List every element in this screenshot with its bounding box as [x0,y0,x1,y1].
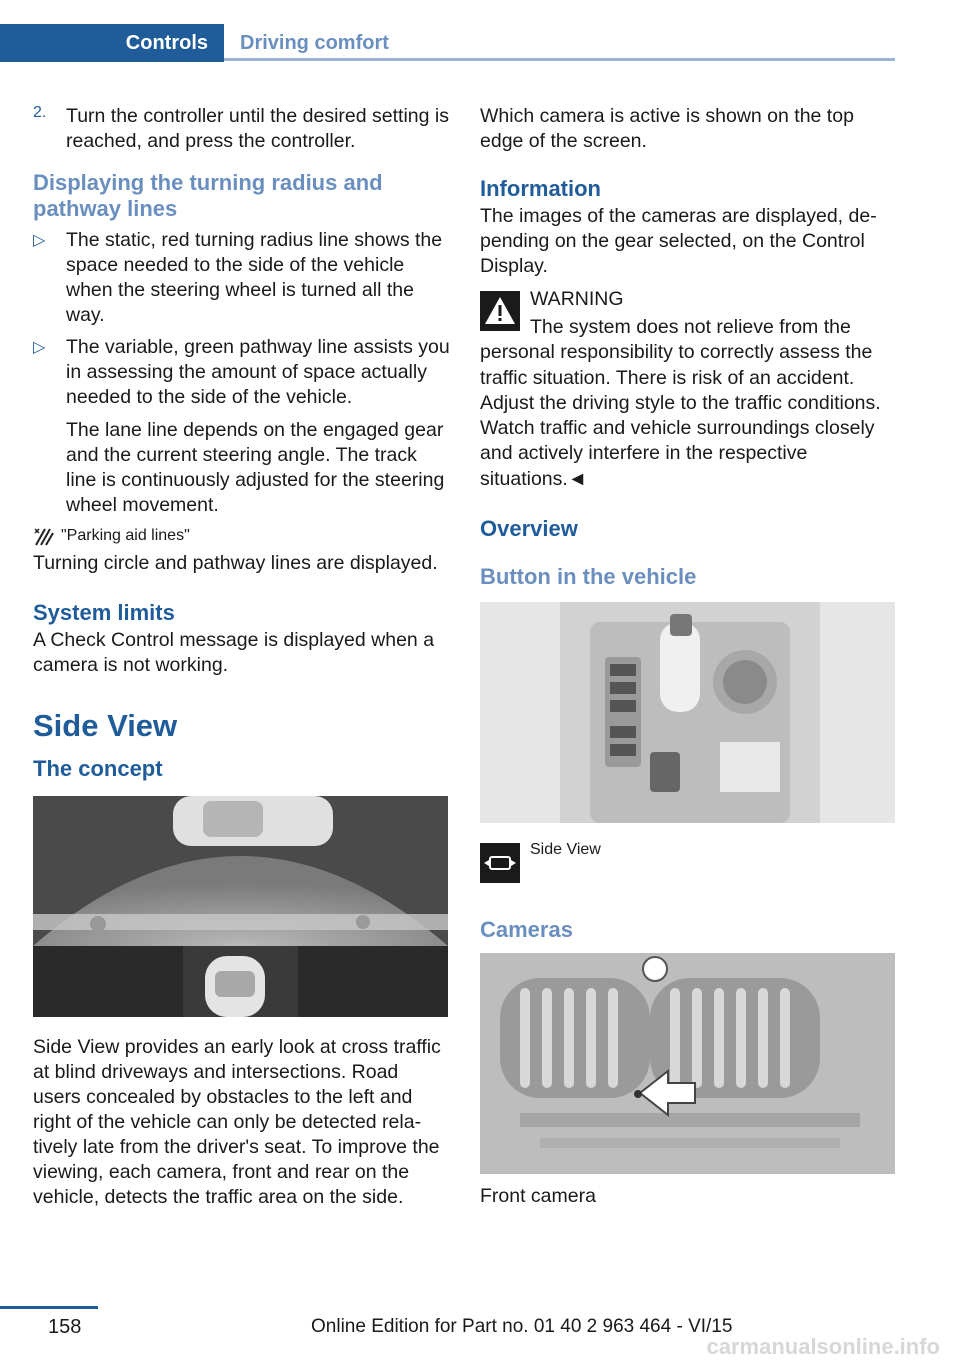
heading-information: Information [480,176,601,201]
parking-aid-label: "Parking aid lines" [61,527,190,544]
heading-concept: The concept [33,756,163,781]
heading-system-limits: System limits [33,600,175,625]
step-2 [33,104,451,154]
side-view-button-row [480,841,895,883]
bullet-text: The static, red turning radius line shows the space needed to the side of the vehicle when the steering wheel is turned all the way. [66,229,443,326]
side-view-button-label: Side View [530,841,601,859]
parking-aid-line [33,525,451,547]
pathway-bullets [33,228,451,518]
heading-overview: Overview [480,516,578,542]
section-tab-driving-comfort[interactable]: Driving comfort [240,32,389,54]
concept-illustration [33,796,448,1017]
bullet-item [33,335,451,518]
center-console-image [480,602,895,823]
bullet-item [33,228,451,328]
side-view-button-icon [480,843,520,883]
bullet-triangle-icon: ▷ [33,232,46,249]
bullet-text: The variable, green pathway line assists you in assessing the amount of space actually needed to the side of the vehicle. [66,336,450,408]
footer-divider [0,1306,98,1309]
left-column [33,100,451,1210]
warning-title: WARNING [530,288,624,310]
front-camera-illustration [480,953,895,1174]
front-camera-image [480,953,895,1174]
information-text: The images of the cameras are displayed, depending on the gear selected, on the Control Display. [480,205,877,277]
bullet-extra-text: The lane line depends on the engaged gear and the current steering angle. The track line is continuously adjusted for the steering wheel movement. [66,419,445,516]
step-number: 2. [33,104,47,121]
edition-text: Online Edition for Part no. 01 40 2 963 464 - VI/15 [311,1316,733,1337]
warning-icon [480,291,520,331]
heading-cameras: Cameras [480,917,573,943]
parking-aid-lines-icon [33,525,59,547]
parking-aid-description: Turning circle and pathway lines are displayed. [33,552,438,574]
step-text: Turn the controller until the desired setting is reached, and press the controller. [66,105,449,152]
warning-text: The system does not relieve from the personal responsibility to correctly assess the traffic situation. There is risk of an accident. Adjust the driving style to the traffic conditions. Watch traffic and vehicle surroundings closely and actively interfere in the respective situations.◄ [480,316,881,490]
right-column [480,100,895,1209]
concept-image [33,796,448,1017]
heading-side-view: Side View [33,708,178,743]
limits-text: A Check Control message is displayed when a camera is not working. [33,629,435,676]
bullet-triangle-icon: ▷ [33,339,46,356]
heading-button-in-vehicle: Button in the vehicle [480,564,697,590]
header-tabs [0,24,895,62]
page-number: 158 [48,1316,82,1338]
section-tab-controls[interactable]: Controls [0,24,224,62]
watermark-text: carmanualsonline.info [706,1334,940,1359]
active-camera-text: Which camera is active is shown on the top edge of the screen. [480,105,854,152]
front-camera-caption: Front camera [480,1185,596,1208]
button-illustration [480,602,895,823]
header-divider [224,58,895,61]
concept-text: Side View provides an early look at cross traffic at blind driveways and intersections. Road users concealed by obstacles to the left and right of the vehicle can only be detected relatively late from the driver's seat. To improve the viewing, each camera, front and rear on the vehicle, detects the traffic area on the side. [33,1036,441,1208]
heading-turning-radius: Displaying the turning radius and pathway lines [33,170,383,221]
